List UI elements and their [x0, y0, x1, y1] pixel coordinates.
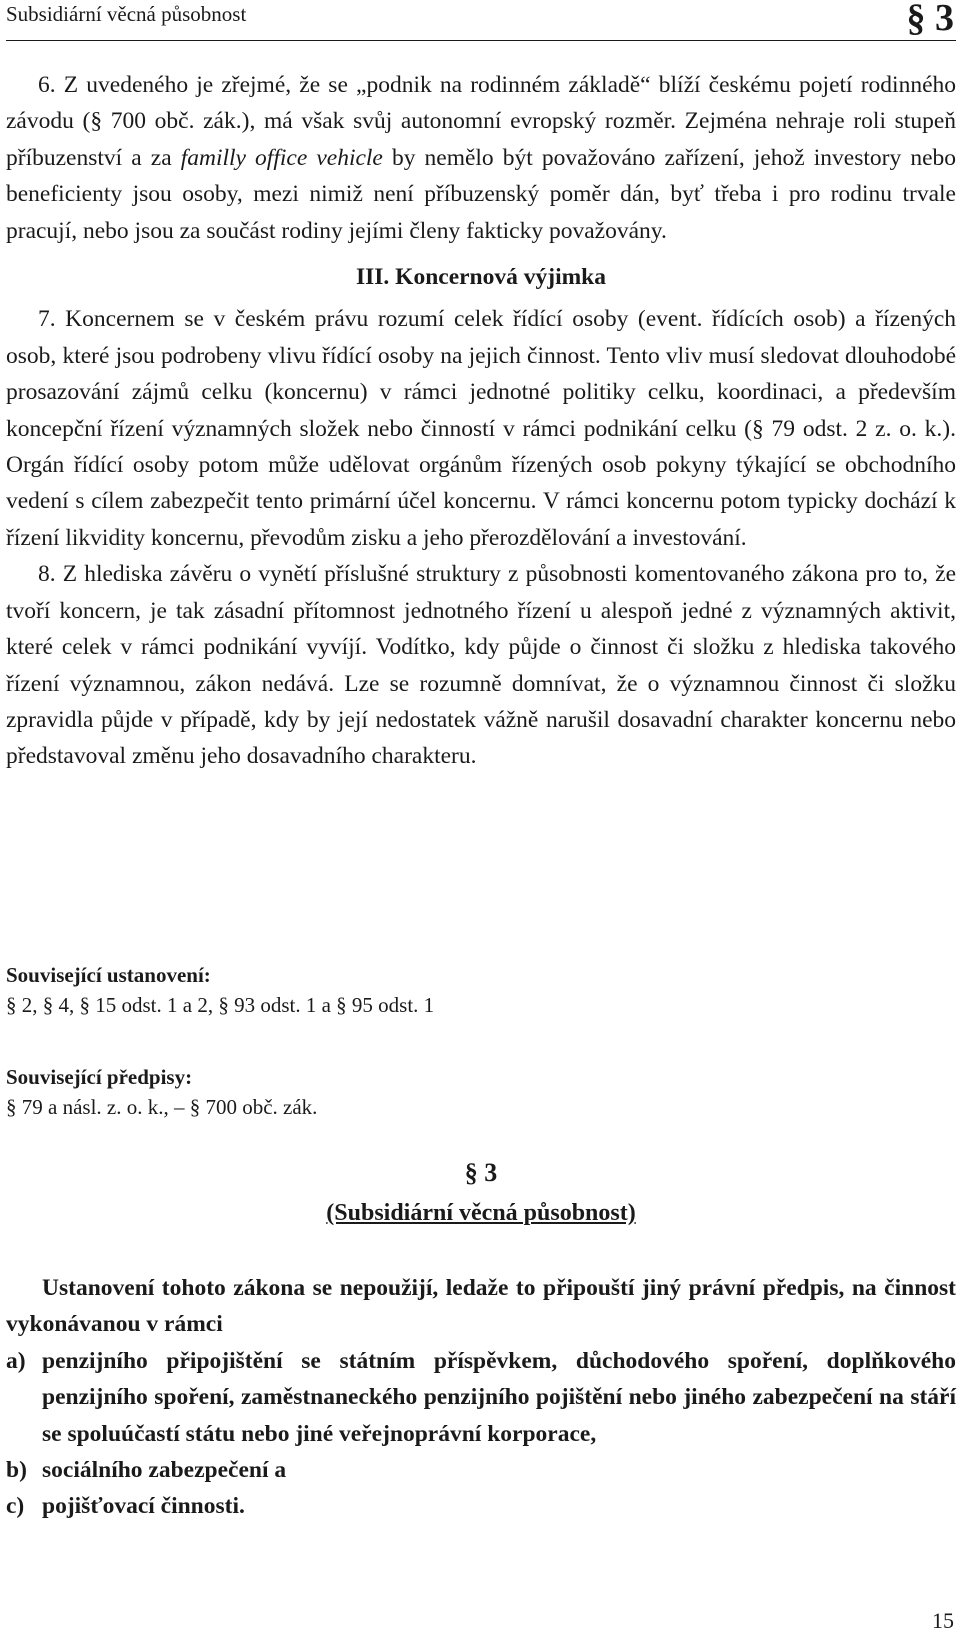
running-header-title: Subsidiární věcná působnost	[6, 2, 247, 26]
commentary-body	[6, 67, 956, 775]
running-header-section: § 3	[906, 0, 954, 39]
section-text	[6, 1270, 956, 1525]
section-item-text: sociálního zabezpečení a	[42, 1457, 287, 1484]
page-number: 15	[932, 1608, 954, 1633]
related-provisions-list: § 2, § 4, § 15 odst. 1 a 2, § 93 odst. 1 a § 95 odst. 1	[6, 993, 435, 1017]
paragraph-6	[6, 67, 956, 249]
related-provisions-title: Související ustanovení:	[6, 963, 211, 987]
paragraph-8: 8. Z hlediska závěru o vynětí příslušné struktury z působnosti komentovaného zákona pro to, že tvoří koncern, je tak zásadní přítomnost jednotného řízení u alespoň jedné z významných aktivit, které celek v rámci podnikání vyvíjí. Vodítko, kdy půjde o činnost či složku z hlediska takového řízení významnou, zákon nedává. Lze se rozumně domnívat, že o významnou činnost či složku zpravidla půjde v případě, kdy by její nedostatek vážně narušil dosavadní charakter koncernu nebo představoval změnu jeho dosavadního charakteru.	[6, 561, 956, 770]
related-regulations	[6, 1062, 956, 1122]
section-item-c	[6, 1488, 956, 1524]
section-item-b	[6, 1452, 956, 1488]
section-item-text: penzijního připojištění se státním příspěvkem, důchodového spoření, doplňkového penzijního spoření, zaměstnaneckého penzijního pojištění nebo jiného zabezpečení na stáří se spoluúčastí státu nebo jiné veřejnoprávní korporace,	[42, 1347, 956, 1447]
paragraph-7: 7. Koncernem se v českém právu rozumí celek řídící osoby (event. řídících osob) a řízených osob, které jsou podrobeny vlivu řídící osoby na jejich činnost. Tento vliv musí sledovat dlouhodobé prosazování zájmů celku (koncernu) v rámci jednotné politiky celku, koordinaci, a především koncepční řízení významných složek nebo činností v rámci podnikání celku (§ 79 odst. 2 z. o. k.). Orgán řídící osoby potom může udělovat orgánům řízených osob pokyny týkající se obchodního vedení s cílem zabezpečit tento primární účel koncernu. V rámci koncernu potom typicky dochází k řízení likvidity koncernu, převodům zisku a jeho přerozdělování a investování.	[6, 306, 956, 551]
section-item-label: b)	[6, 1457, 27, 1484]
related-regulations-title: Související předpisy:	[6, 1065, 193, 1089]
running-header	[6, 0, 956, 41]
section-items	[6, 1343, 956, 1525]
section-intro: Ustanovení tohoto zákona se nepoužijí, ledaže to připouští jiný právní předpis, na činnost vykonávanou v rámci	[6, 1275, 956, 1338]
section-item-label: c)	[6, 1493, 25, 1520]
paragraph-6-italic: familly office vehicle	[180, 144, 383, 171]
paragraph-6-tail: by nemělo být považováno zařízení, jehož investory nebo beneficienty jsou osoby, mezi nimiž není příbuzenský poměr dán, byť třeba i pro rodinu trvale pracují, nebo jsou za součást rodiny jejími členy fakticky považovány.	[6, 144, 956, 244]
section-number: § 3	[464, 1158, 498, 1187]
section-item-a	[6, 1343, 956, 1452]
related-regulations-list: § 79 a násl. z. o. k., – § 700 obč. zák.	[6, 1095, 318, 1119]
paragraph-6-text: 6. Z uvedeného je zřejmé, že se „podnik na rodinném základě“ blíží českému pojetí rodinného závodu (§ 700 obč. zák.), má však svůj autonomní evropský rozměr. Zejména nehraje roli stupeň příbuzenství a za	[6, 72, 956, 171]
section-item-label: a)	[6, 1347, 26, 1374]
section-name: (Subsidiární věcná působnost)	[326, 1200, 636, 1226]
related-provisions	[6, 960, 956, 1020]
subheading-koncernova-vyjimka: III. Koncernová výjimka	[355, 264, 607, 291]
section-item-text: pojišťovací činnosti.	[42, 1493, 245, 1520]
